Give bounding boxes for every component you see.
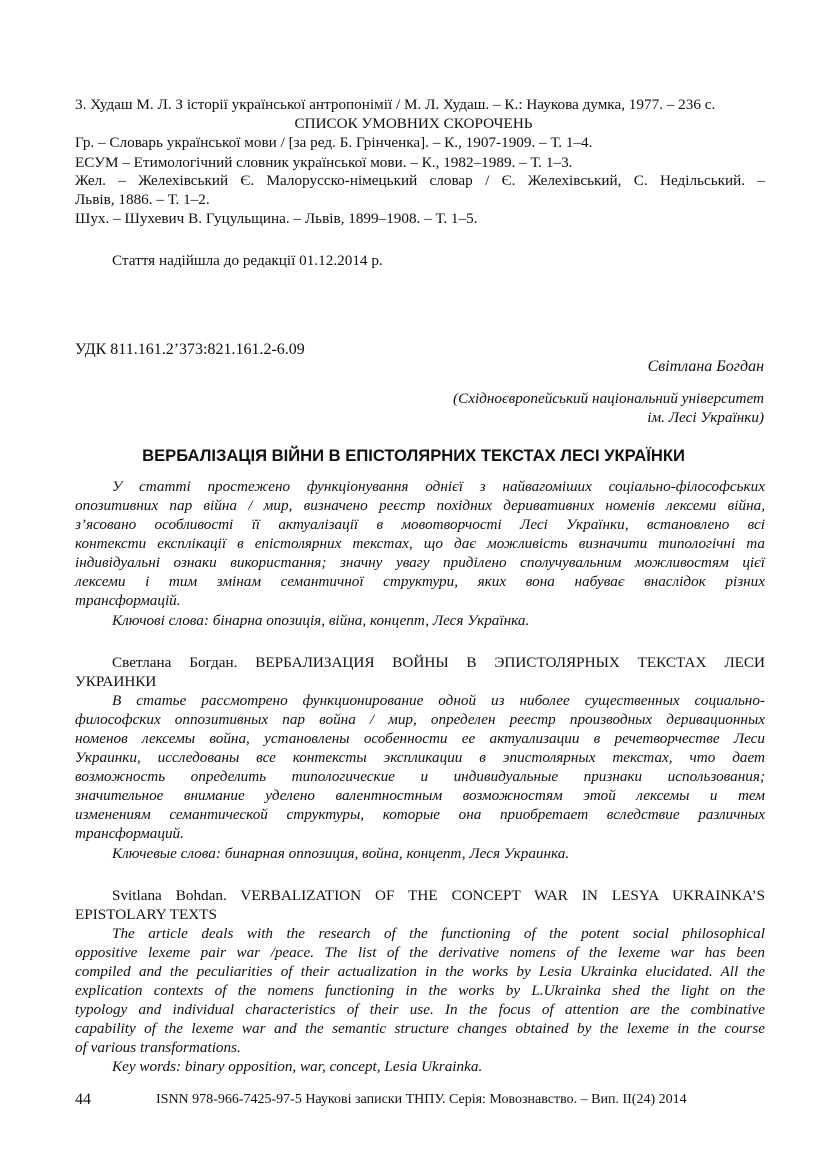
abstract-ru-line: изменениям семантической структуры, которые она приобретает вследствие различных xyxy=(75,806,765,823)
abbreviation-gr: Гр. – Словарь української мови / [за ред. Б. Грінченка]. – К., 1907-1909. – Т. 1–4. xyxy=(75,134,593,151)
abbreviation-zhel-cont: Львів, 1886. – Т. 1–2. xyxy=(75,191,210,208)
abstract-ru-line: номенов лексемы война, установлены особенности ее актуализации в речетворчестве Леси xyxy=(75,730,765,747)
abstract-ru-line: трансформаций. xyxy=(75,825,184,842)
abstract-en-line: typology and individual characteristics of their use. In the focus of attention are the combinative xyxy=(75,1001,765,1018)
article-title: ВЕРБАЛІЗАЦІЯ ВІЙНИ В ЕПІСТОЛЯРНИХ ТЕКСТАХ ЛЕСІ УКРАЇНКИ xyxy=(142,446,685,465)
journal-footer: ISNN 978-966-7425-97-5 Наукові записки ТНПУ. Серія: Мовознавство. – Вип. ІІ(24) 2014 xyxy=(156,1092,687,1107)
abstract-ru-heading-cont: УКРАИНКИ xyxy=(75,673,157,690)
abstract-uk-line: лексеми і тим змінам семантичної структури, яких вона набуває внаслідок різних xyxy=(75,573,765,590)
abstract-en-heading: Svitlana Bohdan. VERBALIZATION OF THE CONCEPT WAR IN LESYA UKRAINKA’S xyxy=(112,887,765,904)
abstract-en-line: of various transformations. xyxy=(75,1039,241,1056)
keywords-ru: Ключевые слова: бинарная оппозиция, война, концепт, Леся Украинка. xyxy=(112,845,570,862)
keywords-en: Key words: binary opposition, war, concept, Lesia Ukrainka. xyxy=(112,1058,483,1075)
author-name: Світлана Богдан xyxy=(647,358,764,375)
author-affiliation-1: (Східноєвропейський національний університет xyxy=(453,390,764,407)
abstract-uk-line: трансформацій. xyxy=(75,592,181,609)
abstract-ru-heading: Светлана Богдан. ВЕРБАЛИЗАЦИЯ ВОЙНЫ В ЭПИСТОЛЯРНЫХ ТЕКСТАХ ЛЕСИ xyxy=(112,654,765,671)
abstract-uk-line: У статті простежено функціонування однієї з найвагоміших соціально-філософських xyxy=(112,478,765,495)
abbreviation-shukh: Шух. – Шухевич В. Гуцульщина. – Львів, 1899–1908. – Т. 1–5. xyxy=(75,210,478,227)
abstract-en-line: The article deals with the research of the functioning of the potent social philosophical xyxy=(112,925,765,942)
abstract-en-line: oppositive lexeme pair war /peace. The list of the derivative nomens of the lexeme war has been xyxy=(75,944,765,961)
author-affiliation-2: ім. Лесі Українки) xyxy=(647,409,764,426)
abbreviations-heading: СПИСОК УМОВНИХ СКОРОЧЕНЬ xyxy=(294,115,533,132)
abstract-ru-line: значительное внимание уделено валентностным возможностям этой лексемы и тем xyxy=(75,787,765,804)
abstract-en-line: compiled and the peculiarities of their actualization in the works by Lesia Ukrainka elucidated. All the xyxy=(75,963,765,980)
abstract-en-heading-cont: EPISTOLARY TEXTS xyxy=(75,906,217,923)
abstract-uk-line: контексти експлікації в епістолярних текстах, що дає можливість визначити типологічні та xyxy=(75,535,765,552)
abstract-en-line: capability of the lexeme war and the semantic structure changes obtained by the lexeme in the course xyxy=(75,1020,765,1037)
reference-item-3: 3. Худаш М. Л. З історії української антропонімії / М. Л. Худаш. – К.: Наукова думка, 1977. – 236 с. xyxy=(75,96,716,113)
abstract-ru-line: возможность определить типологические и индивидуальные признаки использования; xyxy=(75,768,765,785)
abstract-ru-line: философских оппозитивных пар война / мир, определен реестр производных деривационных xyxy=(75,711,765,728)
abstract-ru-line: В статье рассмотрено функционирование одной из ниболее существенных социально- xyxy=(112,692,765,709)
abbreviation-zhel: Жел. – Желехівський Є. Малорусско-німецький словар / Є. Желехівський, С. Недільський. – xyxy=(75,172,765,189)
abstract-uk-line: індивідуальні ознаки використання; значну увагу приділено сполучувальним можливостям цієї xyxy=(75,554,765,571)
abbreviation-esum: ЕСУМ – Етимологічний словник української мови. – К., 1982–1989. – Т. 1–3. xyxy=(75,154,573,171)
abstract-en-line: explication contexts of the nomens functioning in the works by L.Ukrainka shed the light on the xyxy=(75,982,765,999)
keywords-uk: Ключові слова: бінарна опозиція, війна, концепт, Леся Українка. xyxy=(112,612,530,629)
abstract-uk-line: опозитивних пар війна / мир, визначено реєстр похідних деривативних номенів лексеми війна, xyxy=(75,497,765,514)
abstract-ru-line: Украинки, исследованы все контексты экспликации в эпистолярных текстах, что дает xyxy=(75,749,765,766)
received-date: Стаття надійшла до редакції 01.12.2014 р. xyxy=(112,252,383,269)
abstract-uk-line: з’ясовано особливості її актуалізації в мовотворчості Лесі Українки, встановлено всі xyxy=(75,516,765,533)
page-number: 44 xyxy=(75,1091,91,1108)
udc-code: УДК 811.161.2’373:821.161.2-6.09 xyxy=(75,341,305,358)
